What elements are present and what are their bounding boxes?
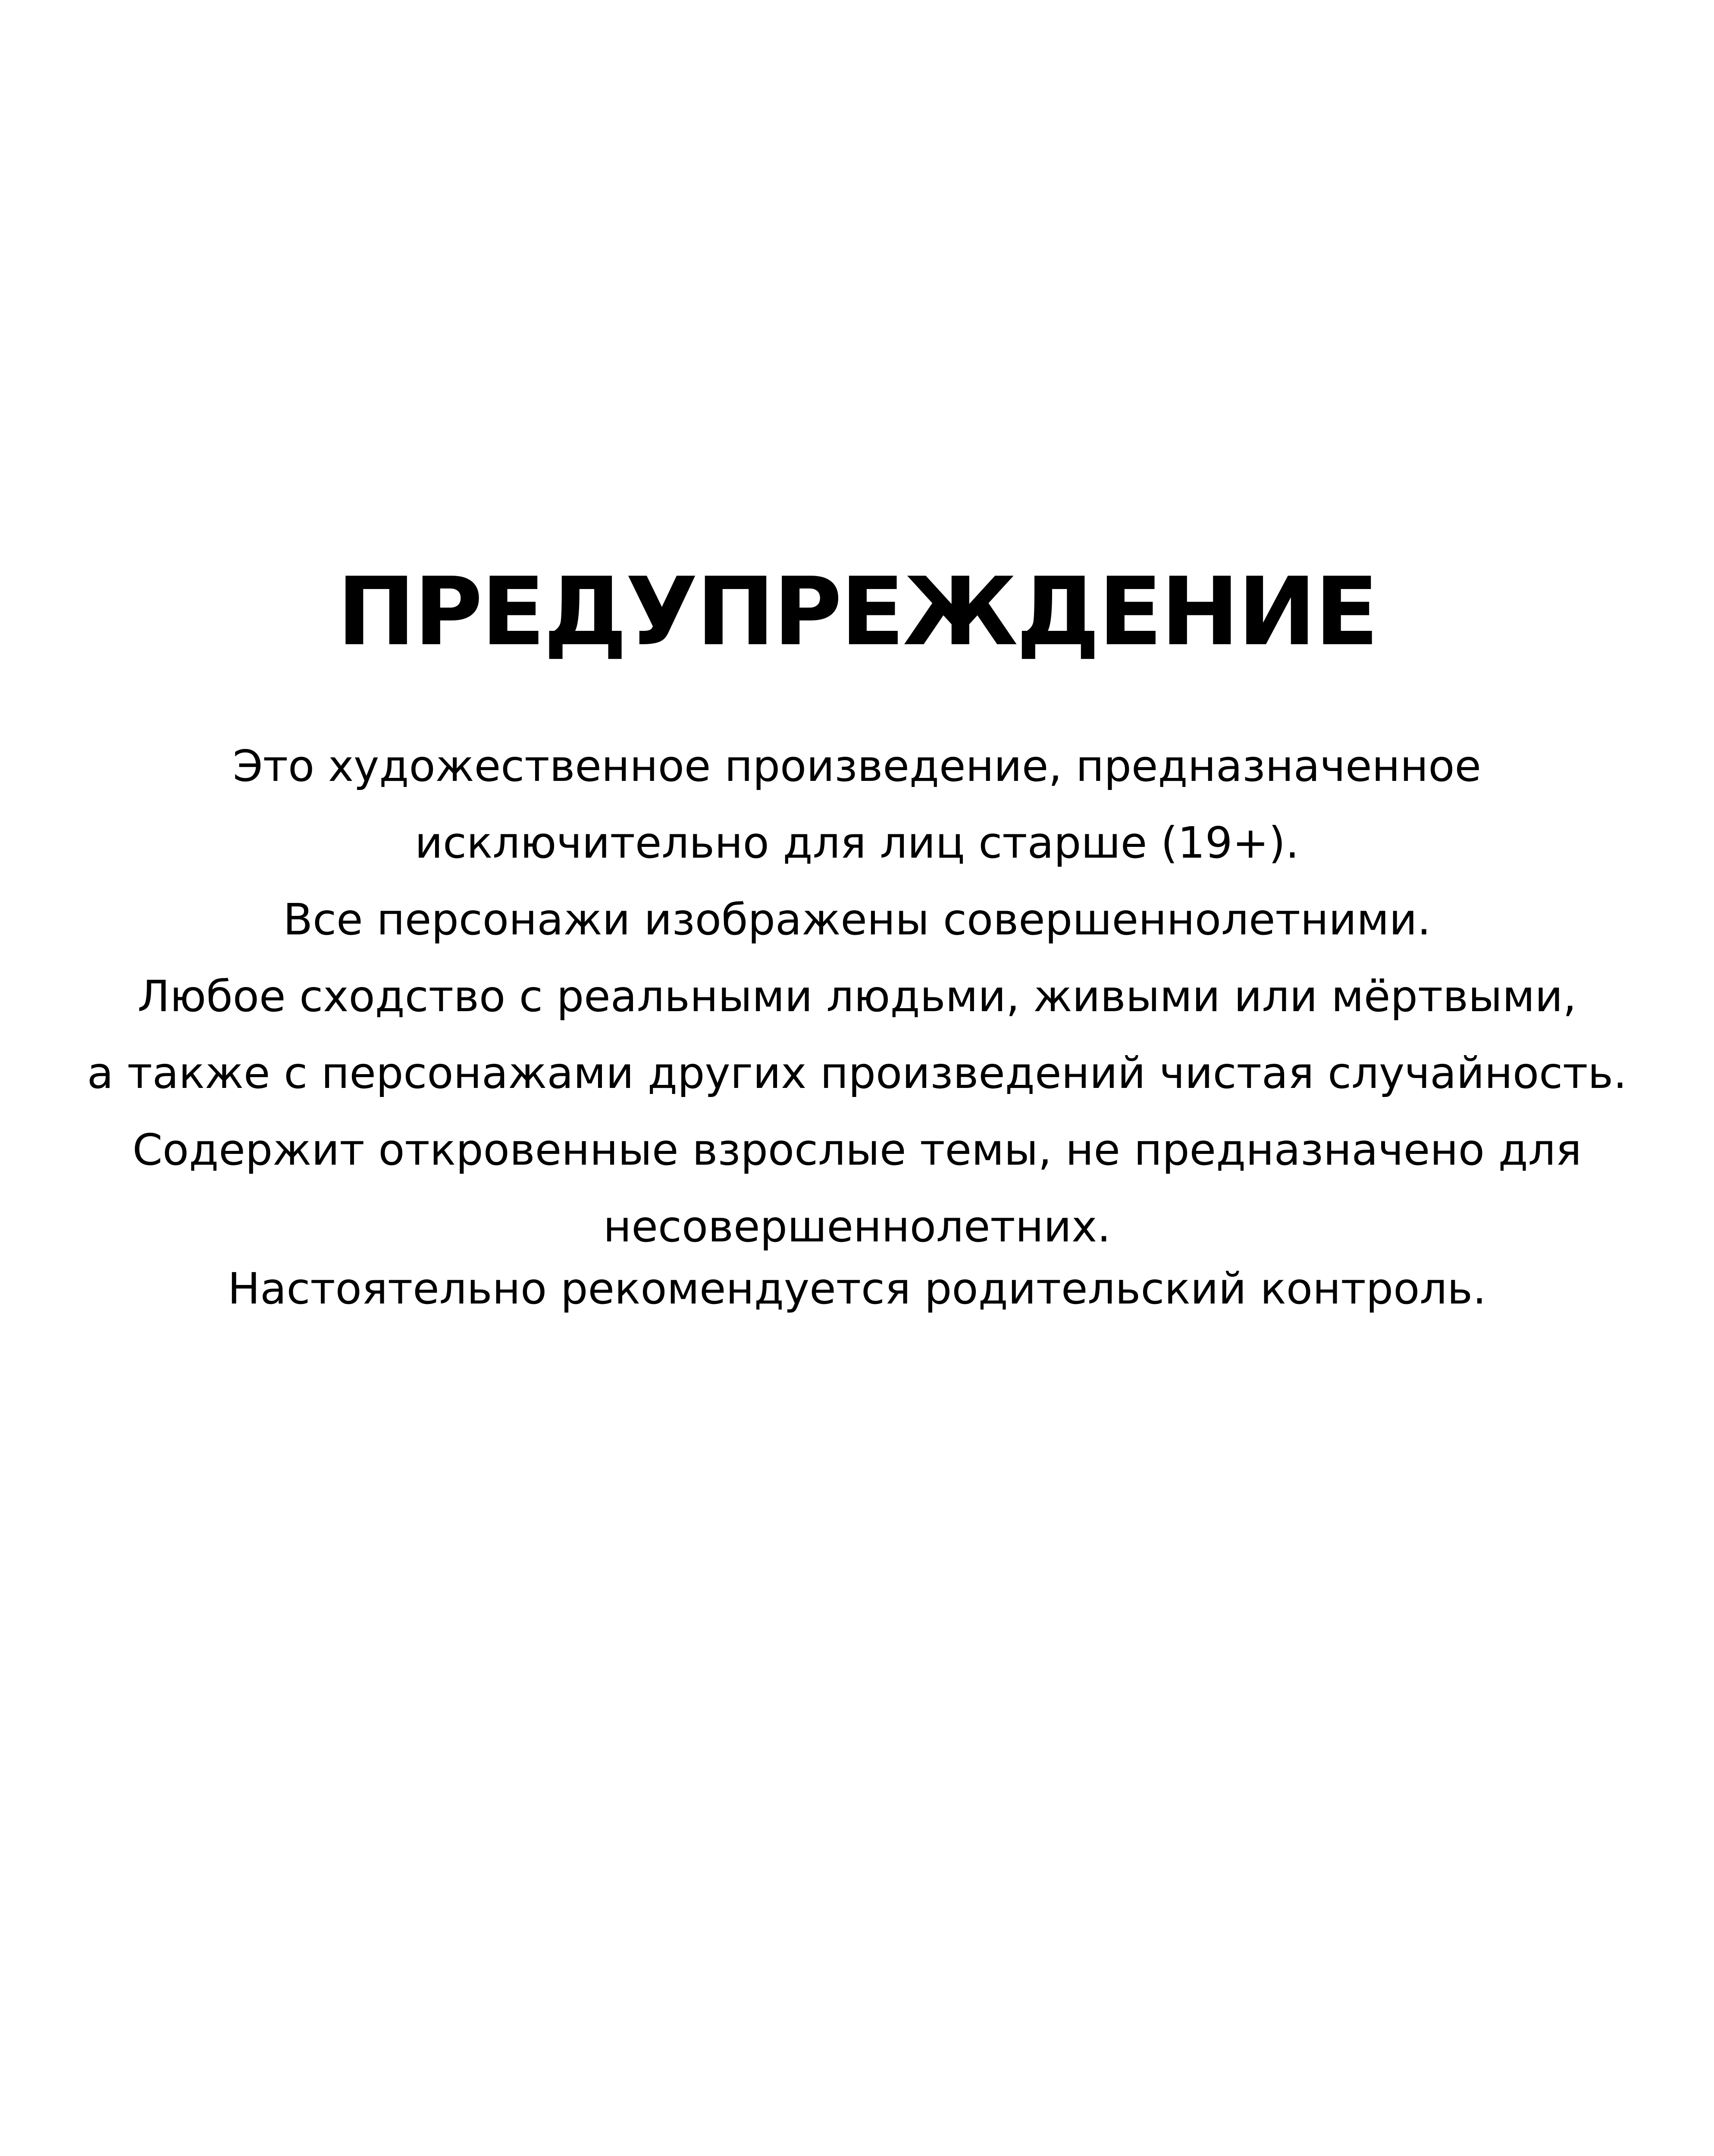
warning-line: Все персонажи изображены совершеннолетними. [283, 894, 1431, 945]
warning-line: несовершеннолетних. [603, 1201, 1111, 1252]
parental-control-note: Настоятельно рекомендуется родительский контроль. [227, 1263, 1487, 1314]
warning-line: Любое сходство с реальными людьми, живыми или мёртвыми, [137, 971, 1577, 1022]
warning-line: Это художественное произведение, предназначенное [232, 741, 1482, 791]
warning-line: Содержит откровенные взрослые темы, не предназначено для [132, 1125, 1582, 1175]
warning-line: а также с персонажами других произведений чистая случайность. [87, 1048, 1627, 1098]
warning-title: ПРЕДУПРЕЖДЕНИЕ [337, 558, 1377, 667]
warning-line: исключительно для лиц старше (19+). [415, 818, 1299, 868]
warning-text [0, 728, 1714, 1265]
